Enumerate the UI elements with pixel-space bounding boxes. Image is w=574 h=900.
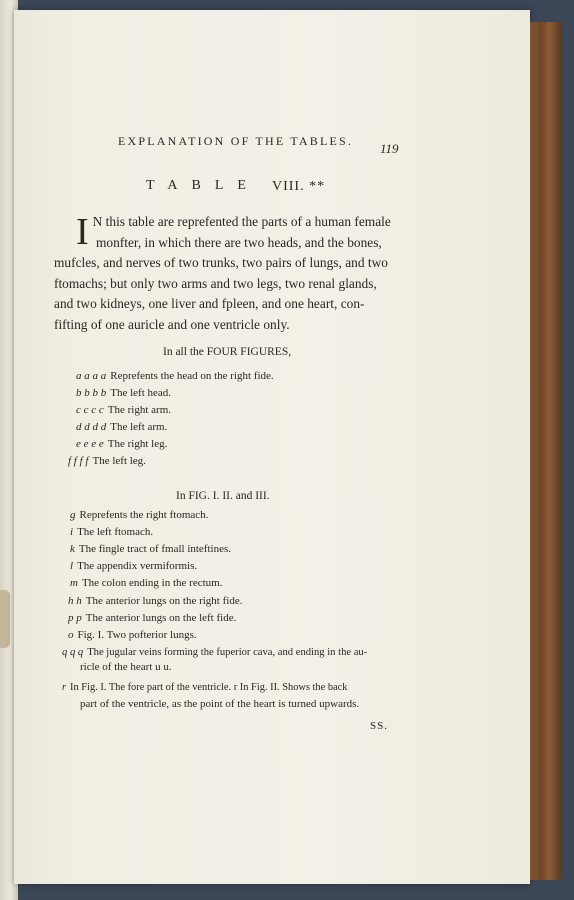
list-item xyxy=(70,508,208,522)
reference-text: In Fig. I. The fore part of the ventricle. r In Fig. II. Shows the back xyxy=(70,682,348,693)
reference-text: Reprefents the right ftomach. xyxy=(79,509,209,521)
reference-text: The fingle tract of fmall inteftines. xyxy=(78,543,231,555)
intro-line: and two kidneys, one liver and fpleen, and one heart, con- xyxy=(54,296,365,312)
table-number: VIII. ** xyxy=(272,179,326,194)
reference-letters: a a a a xyxy=(76,370,107,382)
list-item xyxy=(76,420,167,434)
list-item xyxy=(76,386,171,400)
reference-text: part of the ventricle, as the point of the heart is turned upwards. xyxy=(80,698,360,710)
signature-mark: SS. xyxy=(370,720,388,732)
list-item xyxy=(70,576,222,590)
intro-line: N this table are reprefented the parts of a human female xyxy=(92,214,391,229)
intro-line: fifting of one auricle and one ventricle only. xyxy=(54,316,290,332)
reference-letters: o xyxy=(68,629,74,641)
list-item xyxy=(76,697,359,711)
reference-text: Reprefents the head on the right fide. xyxy=(110,370,274,382)
reference-text: The left head. xyxy=(110,387,172,399)
reference-letters: h h xyxy=(68,595,82,607)
reference-text: The right arm. xyxy=(107,404,172,416)
list-item xyxy=(68,611,236,625)
reference-letters: l xyxy=(70,560,74,572)
reference-letters: m xyxy=(70,577,78,589)
list-item xyxy=(62,681,347,695)
intro-line: monfter, in which there are two heads, and the bones, xyxy=(96,234,382,250)
reference-text: The left leg. xyxy=(92,455,146,467)
section-heading-fig-i-ii-iii: In FIG. I. II. and III. xyxy=(176,490,270,502)
section-heading-four-figures: In all the FOUR FIGURES, xyxy=(163,346,292,358)
reference-letters: e e e e xyxy=(76,438,104,450)
page-number: 119 xyxy=(380,141,399,156)
table-title: TABLE xyxy=(146,178,260,193)
reference-text: The appendix vermiformis. xyxy=(77,560,198,572)
list-item xyxy=(62,646,367,660)
reference-letters: k xyxy=(70,543,75,555)
list-item xyxy=(70,542,231,556)
reference-text: ricle of the heart u u. xyxy=(80,661,172,673)
intro-line: ftomachs; but only two arms and two legs, two renal glands, xyxy=(54,275,377,291)
running-head: EXPLANATION OF THE TABLES. xyxy=(118,134,354,148)
list-item xyxy=(76,403,171,417)
reference-text: The left arm. xyxy=(110,421,168,433)
reference-letters: d d d d xyxy=(76,421,107,433)
reference-letters: q q q xyxy=(62,647,84,658)
reference-letters: i xyxy=(70,526,74,538)
intro-line: mufcles, and nerves of two trunks, two pairs of lungs, and two xyxy=(54,255,388,271)
list-item xyxy=(68,454,146,468)
thumb-clip xyxy=(0,590,10,648)
reference-letters: p p xyxy=(68,612,82,624)
list-item xyxy=(70,525,153,539)
reference-text: The anterior lungs on the left fide. xyxy=(85,612,237,624)
reference-text: The left ftomach. xyxy=(77,526,154,538)
reference-text: The anterior lungs on the right fide. xyxy=(85,595,243,607)
reference-text: The colon ending in the rectum. xyxy=(81,577,223,589)
reference-text: The jugular veins forming the fuperior cava, and ending in the au- xyxy=(87,647,368,658)
reference-letters: r xyxy=(62,682,67,693)
reference-letters: c c c c xyxy=(76,404,104,416)
reference-letters: f f f f xyxy=(68,455,89,467)
list-item xyxy=(76,660,172,674)
drop-cap: I xyxy=(76,211,89,253)
list-item xyxy=(68,628,197,642)
reference-text: The right leg. xyxy=(107,438,168,450)
intro-paragraph xyxy=(54,211,396,336)
list-item xyxy=(70,559,197,573)
reference-letters: b b b b xyxy=(76,387,107,399)
list-item xyxy=(68,594,242,608)
reference-letters: g xyxy=(70,509,76,521)
list-item xyxy=(76,437,167,451)
reference-text: Fig. I. Two pofterior lungs. xyxy=(77,629,197,641)
list-item xyxy=(76,369,274,383)
